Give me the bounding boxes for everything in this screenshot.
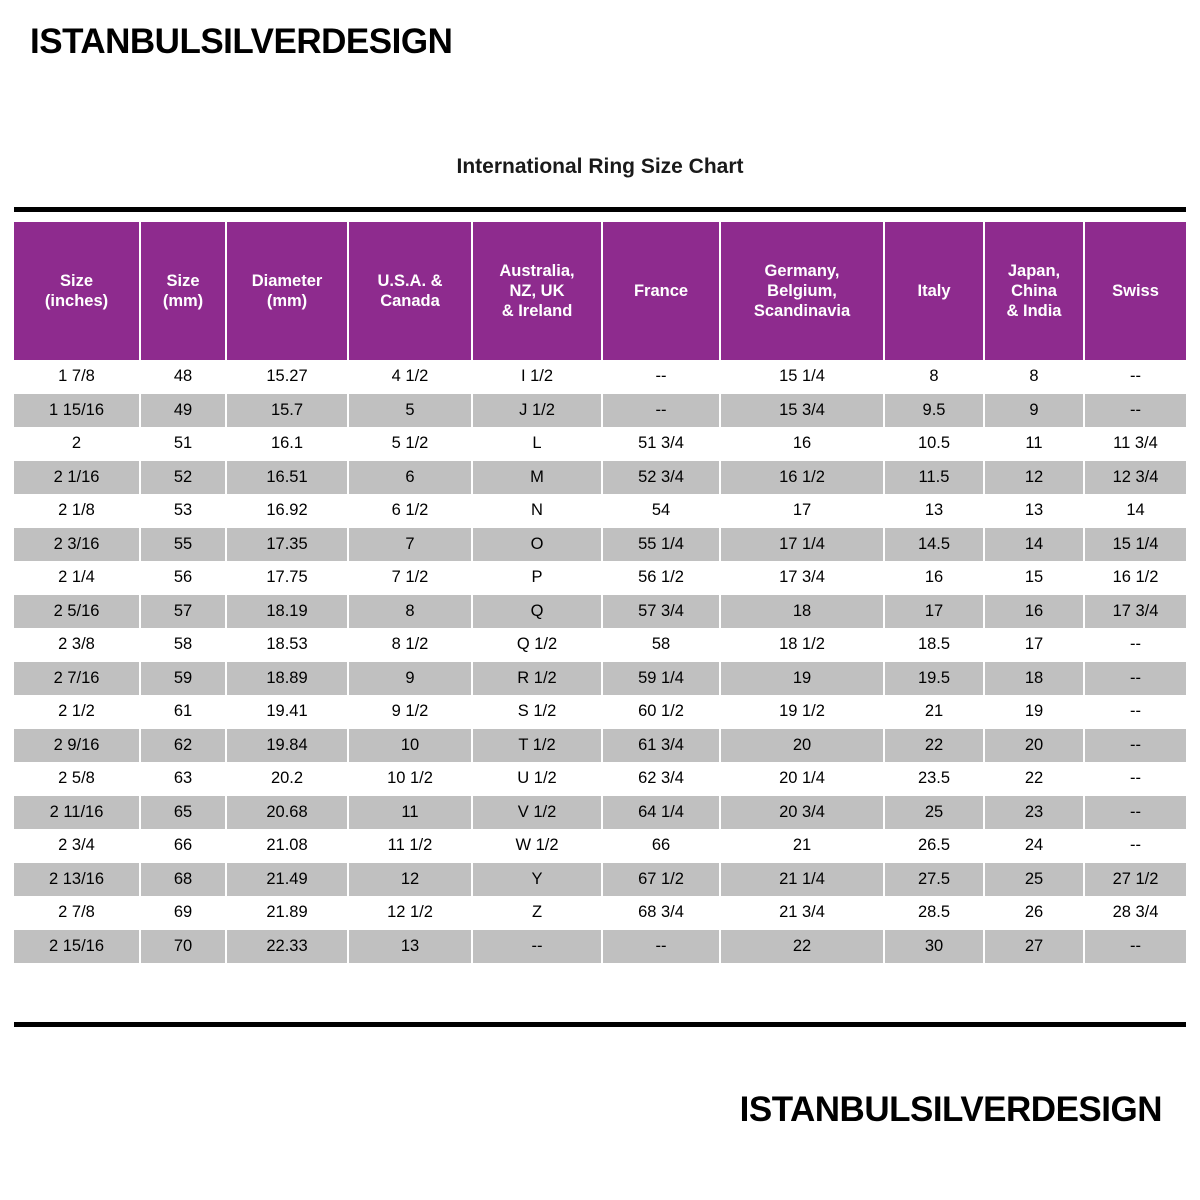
table-cell: 19: [720, 662, 884, 696]
column-header-line: (mm): [266, 292, 308, 310]
column-header-line: Italy: [917, 281, 951, 300]
table-cell: 25: [884, 796, 984, 830]
table-cell: P: [472, 561, 602, 595]
table-cell: 8: [984, 360, 1084, 394]
table-cell: --: [1084, 796, 1186, 830]
table-cell: 63: [140, 762, 226, 796]
table-cell: 15: [984, 561, 1084, 595]
table-cell: 12: [984, 461, 1084, 495]
column-header-line: China: [1011, 281, 1057, 300]
table-cell: 18.19: [226, 595, 348, 629]
table-cell: U 1/2: [472, 762, 602, 796]
table-cell: 17: [720, 494, 884, 528]
column-header-line: Germany,: [764, 261, 840, 280]
table-cell: 2 11/16: [14, 796, 140, 830]
table-cell: 12 1/2: [348, 896, 472, 930]
table-cell: 48: [140, 360, 226, 394]
table-cell: 4 1/2: [348, 360, 472, 394]
table-cell: 16 1/2: [720, 461, 884, 495]
table-cell: 10 1/2: [348, 762, 472, 796]
column-header-4: [472, 222, 602, 360]
table-cell: L: [472, 427, 602, 461]
table-cell: 9.5: [884, 394, 984, 428]
table-cell: 26.5: [884, 829, 984, 863]
table-cell: 5 1/2: [348, 427, 472, 461]
brand-wordmark-top: ISTANBULSILVERDESIGN: [30, 22, 453, 61]
table-cell: 8: [348, 595, 472, 629]
table-row: [14, 896, 1186, 930]
table-cell: 23: [984, 796, 1084, 830]
column-header-line: Swiss: [1112, 281, 1159, 300]
column-header-line: (mm): [162, 292, 204, 310]
table-cell: J 1/2: [472, 394, 602, 428]
table-cell: 22: [984, 762, 1084, 796]
table-cell: 18.5: [884, 628, 984, 662]
table-cell: 2 7/16: [14, 662, 140, 696]
table-cell: 10: [348, 729, 472, 763]
table-cell: --: [602, 930, 720, 964]
table-cell: 55: [140, 528, 226, 562]
table-cell: 59 1/4: [602, 662, 720, 696]
table-row: [14, 662, 1186, 696]
table-cell: 17.35: [226, 528, 348, 562]
table-cell: 28 3/4: [1084, 896, 1186, 930]
page-title: International Ring Size Chart: [456, 155, 744, 178]
table-cell: 12: [348, 863, 472, 897]
table-cell: 14: [1084, 494, 1186, 528]
table-cell: 58: [140, 628, 226, 662]
table-cell: 2 1/8: [14, 494, 140, 528]
table-cell: 11: [348, 796, 472, 830]
table-row: [14, 528, 1186, 562]
table-cell: 19.84: [226, 729, 348, 763]
table-cell: 7: [348, 528, 472, 562]
table-body: [14, 360, 1186, 963]
table-cell: 21 1/4: [720, 863, 884, 897]
table-row: [14, 595, 1186, 629]
table-cell: 18.53: [226, 628, 348, 662]
table-cell: T 1/2: [472, 729, 602, 763]
table-cell: 15.27: [226, 360, 348, 394]
table-cell: 21 3/4: [720, 896, 884, 930]
table-cell: --: [1084, 930, 1186, 964]
column-header-line: (inches): [44, 292, 109, 310]
table-cell: 11 1/2: [348, 829, 472, 863]
table-cell: Z: [472, 896, 602, 930]
table-cell: 30: [884, 930, 984, 964]
column-header-line: Scandinavia: [753, 302, 851, 321]
table-row: [14, 561, 1186, 595]
table-cell: --: [1084, 628, 1186, 662]
table-cell: 18: [720, 595, 884, 629]
table-cell: 60 1/2: [602, 695, 720, 729]
column-header-line: & Ireland: [501, 302, 573, 321]
table-cell: 21: [720, 829, 884, 863]
table-row: [14, 829, 1186, 863]
table-cell: 57: [140, 595, 226, 629]
table-cell: Q: [472, 595, 602, 629]
table-cell: 18.89: [226, 662, 348, 696]
table-cell: 19.5: [884, 662, 984, 696]
table-cell: 59: [140, 662, 226, 696]
divider-top: [14, 207, 1186, 212]
column-header-2: [226, 222, 348, 360]
table-cell: 2 7/8: [14, 896, 140, 930]
table-cell: --: [1084, 829, 1186, 863]
table-cell: 62: [140, 729, 226, 763]
table-cell: 20: [720, 729, 884, 763]
column-header-line: Size: [59, 271, 94, 290]
table-cell: 2 13/16: [14, 863, 140, 897]
table-cell: 22: [720, 930, 884, 964]
column-header-line: France: [633, 281, 689, 300]
table-cell: 14: [984, 528, 1084, 562]
table-cell: 49: [140, 394, 226, 428]
table-cell: Q 1/2: [472, 628, 602, 662]
table-cell: 8 1/2: [348, 628, 472, 662]
table-cell: 20 3/4: [720, 796, 884, 830]
table-cell: 20.68: [226, 796, 348, 830]
table-cell: 62 3/4: [602, 762, 720, 796]
table-cell: --: [1084, 695, 1186, 729]
table-cell: 70: [140, 930, 226, 964]
table-cell: 16: [884, 561, 984, 595]
table-cell: 17 1/4: [720, 528, 884, 562]
table-cell: 2 9/16: [14, 729, 140, 763]
table-cell: 10.5: [884, 427, 984, 461]
table-cell: W 1/2: [472, 829, 602, 863]
table-cell: 14.5: [884, 528, 984, 562]
table-cell: 13: [984, 494, 1084, 528]
table-cell: 15 3/4: [720, 394, 884, 428]
table-cell: 16.51: [226, 461, 348, 495]
table-cell: 11: [984, 427, 1084, 461]
table-cell: --: [602, 360, 720, 394]
table-cell: 2 5/8: [14, 762, 140, 796]
table-cell: 56: [140, 561, 226, 595]
table-cell: 16: [984, 595, 1084, 629]
table-cell: N: [472, 494, 602, 528]
table-cell: 27.5: [884, 863, 984, 897]
table-cell: 27 1/2: [1084, 863, 1186, 897]
table-cell: 53: [140, 494, 226, 528]
table-cell: 55 1/4: [602, 528, 720, 562]
brand-wordmark-bottom: ISTANBULSILVERDESIGN: [739, 1090, 1162, 1129]
table-cell: M: [472, 461, 602, 495]
table-cell: 22: [884, 729, 984, 763]
table-cell: --: [472, 930, 602, 964]
column-header-line: Canada: [380, 292, 440, 310]
column-header-9: [1084, 222, 1186, 360]
column-header-7: [884, 222, 984, 360]
column-header-line: NZ, UK: [509, 281, 565, 300]
column-header-1: [140, 222, 226, 360]
table-cell: 24: [984, 829, 1084, 863]
table-row: [14, 394, 1186, 428]
table-cell: 19: [984, 695, 1084, 729]
table-cell: 20: [984, 729, 1084, 763]
column-header-line: Diameter: [251, 271, 323, 290]
table-cell: 65: [140, 796, 226, 830]
table-cell: 11.5: [884, 461, 984, 495]
table-header: [14, 222, 1186, 360]
table-cell: --: [602, 394, 720, 428]
table-cell: 64 1/4: [602, 796, 720, 830]
table-cell: 27: [984, 930, 1084, 964]
table-row: [14, 729, 1186, 763]
table-cell: 5: [348, 394, 472, 428]
table-cell: 54: [602, 494, 720, 528]
table-cell: 15 1/4: [720, 360, 884, 394]
table-cell: 19.41: [226, 695, 348, 729]
table-cell: 9 1/2: [348, 695, 472, 729]
table-cell: 68 3/4: [602, 896, 720, 930]
table-cell: 2 5/16: [14, 595, 140, 629]
column-header-5: [602, 222, 720, 360]
divider-bottom: [14, 1022, 1186, 1027]
table-cell: 2 3/16: [14, 528, 140, 562]
table-row: [14, 796, 1186, 830]
column-header-line: U.S.A. &: [377, 271, 443, 290]
table-cell: R 1/2: [472, 662, 602, 696]
table-row: [14, 695, 1186, 729]
table-cell: 17.75: [226, 561, 348, 595]
table-row: [14, 360, 1186, 394]
table-cell: 51: [140, 427, 226, 461]
table-cell: --: [1084, 762, 1186, 796]
table-row: [14, 494, 1186, 528]
table-cell: --: [1084, 394, 1186, 428]
table-cell: 52 3/4: [602, 461, 720, 495]
table-cell: 21.49: [226, 863, 348, 897]
table-row: [14, 628, 1186, 662]
table-cell: 61 3/4: [602, 729, 720, 763]
ring-size-table-wrapper: [14, 222, 1186, 963]
table-cell: 2: [14, 427, 140, 461]
table-cell: 61: [140, 695, 226, 729]
table-cell: 22.33: [226, 930, 348, 964]
table-cell: 67 1/2: [602, 863, 720, 897]
table-cell: S 1/2: [472, 695, 602, 729]
table-cell: 8: [884, 360, 984, 394]
table-cell: 16.92: [226, 494, 348, 528]
table-row: [14, 863, 1186, 897]
table-cell: 2 1/4: [14, 561, 140, 595]
table-cell: 21: [884, 695, 984, 729]
table-cell: 20 1/4: [720, 762, 884, 796]
table-cell: 68: [140, 863, 226, 897]
table-cell: 52: [140, 461, 226, 495]
table-cell: --: [1084, 360, 1186, 394]
table-cell: 57 3/4: [602, 595, 720, 629]
table-cell: Y: [472, 863, 602, 897]
table-cell: 17 3/4: [720, 561, 884, 595]
table-cell: 16.1: [226, 427, 348, 461]
table-cell: 18 1/2: [720, 628, 884, 662]
table-cell: V 1/2: [472, 796, 602, 830]
ring-size-table: [14, 222, 1186, 963]
table-cell: 18: [984, 662, 1084, 696]
table-cell: 6: [348, 461, 472, 495]
table-row: [14, 427, 1186, 461]
table-row: [14, 461, 1186, 495]
table-cell: 19 1/2: [720, 695, 884, 729]
table-cell: 2 3/8: [14, 628, 140, 662]
table-cell: --: [1084, 729, 1186, 763]
column-header-line: Size: [166, 271, 200, 290]
table-cell: 9: [984, 394, 1084, 428]
table-cell: O: [472, 528, 602, 562]
table-header-row: [14, 222, 1186, 360]
column-header-line: Japan,: [1007, 261, 1061, 280]
table-cell: 16: [720, 427, 884, 461]
table-cell: 66: [140, 829, 226, 863]
table-cell: 2 1/2: [14, 695, 140, 729]
table-cell: 15.7: [226, 394, 348, 428]
table-cell: 2 3/4: [14, 829, 140, 863]
table-cell: 13: [348, 930, 472, 964]
table-cell: 1 15/16: [14, 394, 140, 428]
table-cell: 16 1/2: [1084, 561, 1186, 595]
table-cell: 21.89: [226, 896, 348, 930]
table-row: [14, 762, 1186, 796]
table-cell: 11 3/4: [1084, 427, 1186, 461]
table-row: [14, 930, 1186, 964]
table-cell: 2 15/16: [14, 930, 140, 964]
column-header-line: Belgium,: [767, 281, 837, 300]
table-cell: 25: [984, 863, 1084, 897]
table-cell: 9: [348, 662, 472, 696]
table-cell: 17: [884, 595, 984, 629]
table-cell: 1 7/8: [14, 360, 140, 394]
table-cell: 2 1/16: [14, 461, 140, 495]
table-cell: I 1/2: [472, 360, 602, 394]
table-cell: 21.08: [226, 829, 348, 863]
column-header-6: [720, 222, 884, 360]
table-cell: 6 1/2: [348, 494, 472, 528]
table-cell: 28.5: [884, 896, 984, 930]
table-cell: 12 3/4: [1084, 461, 1186, 495]
table-cell: 56 1/2: [602, 561, 720, 595]
table-cell: 51 3/4: [602, 427, 720, 461]
table-cell: 7 1/2: [348, 561, 472, 595]
table-cell: 15 1/4: [1084, 528, 1186, 562]
table-cell: 23.5: [884, 762, 984, 796]
table-cell: 69: [140, 896, 226, 930]
column-header-0: [14, 222, 140, 360]
table-cell: --: [1084, 662, 1186, 696]
column-header-line: & India: [1006, 302, 1062, 321]
table-cell: 58: [602, 628, 720, 662]
column-header-3: [348, 222, 472, 360]
column-header-8: [984, 222, 1084, 360]
table-cell: 13: [884, 494, 984, 528]
column-header-line: Australia,: [499, 261, 575, 280]
table-cell: 17: [984, 628, 1084, 662]
table-cell: 26: [984, 896, 1084, 930]
table-cell: 66: [602, 829, 720, 863]
table-cell: 20.2: [226, 762, 348, 796]
table-cell: 17 3/4: [1084, 595, 1186, 629]
